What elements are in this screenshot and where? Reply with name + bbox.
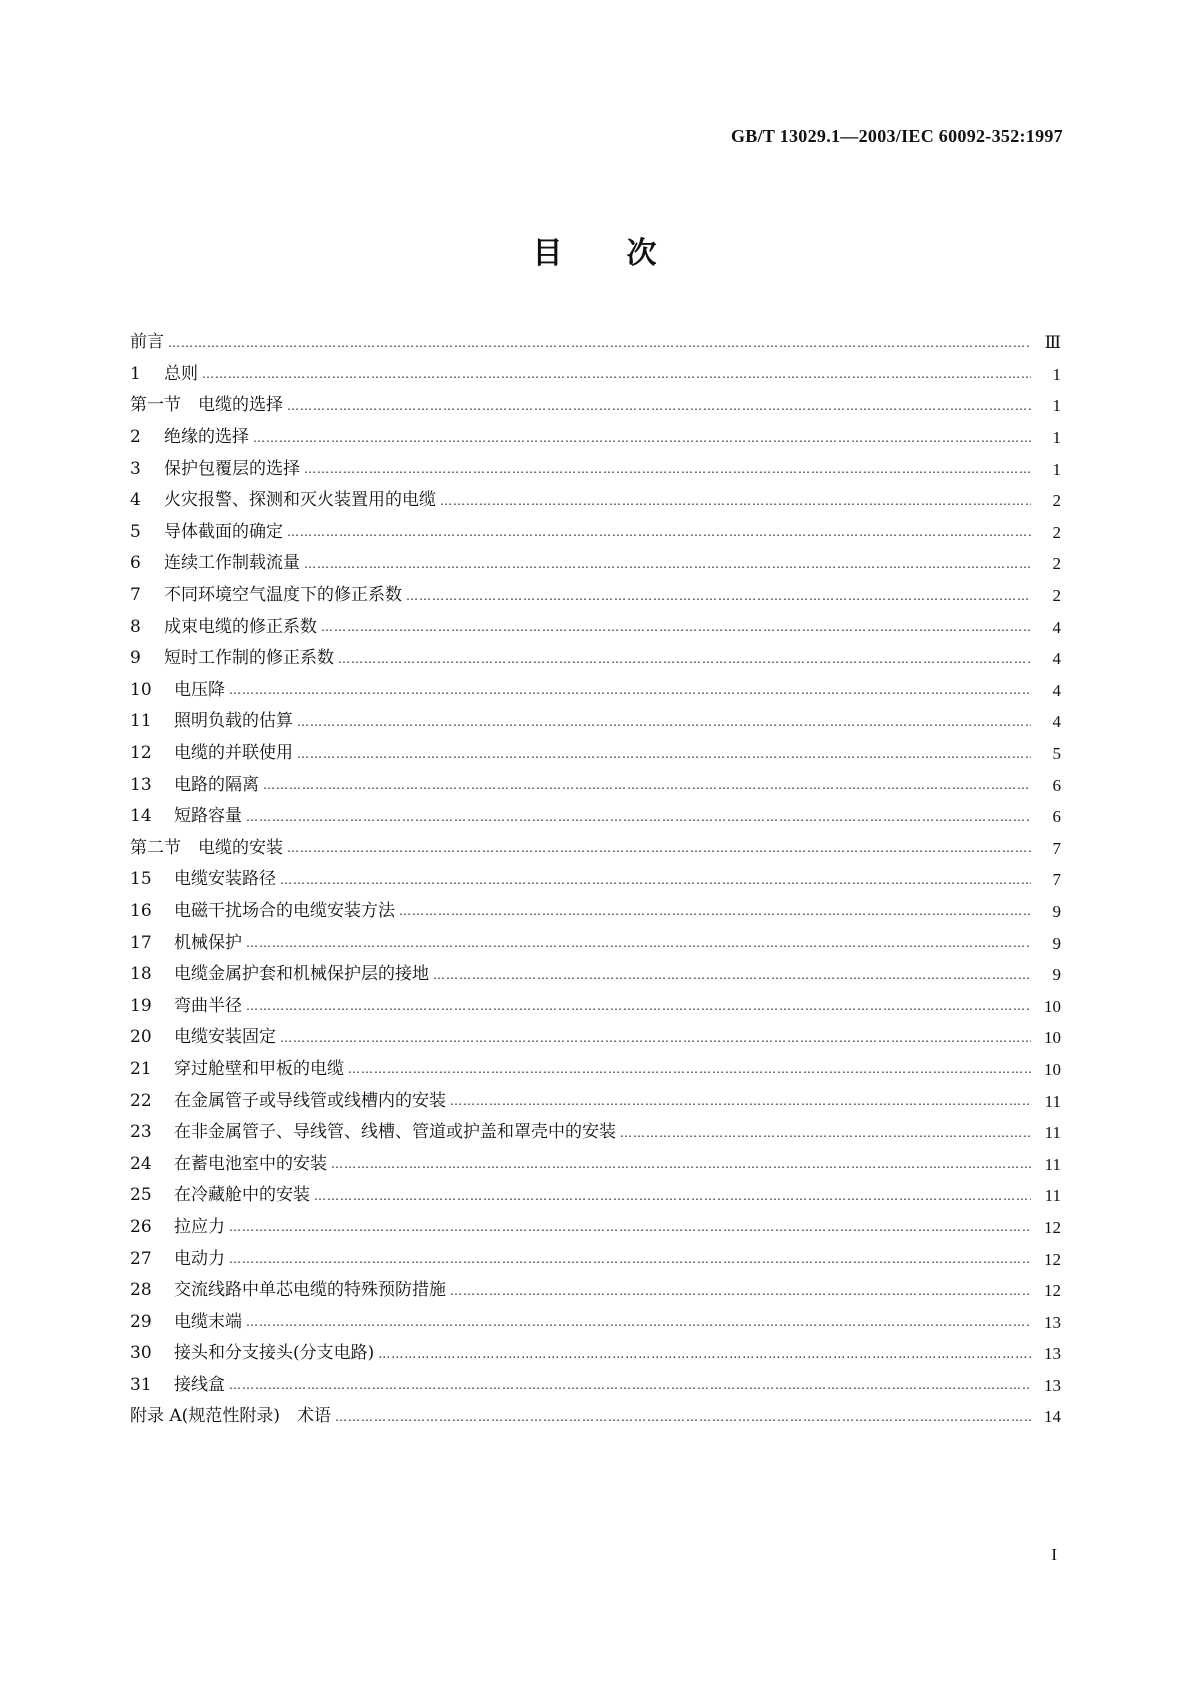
toc-leader-dots	[304, 558, 1031, 570]
toc-entry[interactable]	[130, 769, 1061, 801]
toc-entry[interactable]	[130, 738, 1061, 770]
toc-entry-number: 30	[130, 1343, 152, 1364]
toc-entry-page: 7	[1052, 870, 1061, 890]
toc-leader-dots	[229, 684, 1031, 696]
toc-entry-page: 4	[1052, 680, 1061, 700]
toc-entry[interactable]	[130, 1275, 1061, 1307]
toc-entry-label: 机械保护	[174, 932, 242, 953]
toc-entry-number: 28	[130, 1280, 152, 1301]
toc-entry[interactable]	[130, 801, 1061, 833]
toc-leader-dots	[168, 337, 1031, 349]
toc-entry-number: 27	[130, 1248, 152, 1269]
toc-leader-dots	[287, 842, 1031, 854]
toc-entry-label: 总则	[164, 363, 198, 384]
toc-entry-label: 电缆安装路径	[174, 869, 276, 890]
toc-entry-label: 照明负载的估算	[174, 711, 293, 732]
toc-entry[interactable]	[130, 517, 1061, 549]
toc-entry-number: 11	[130, 711, 152, 732]
toc-leader-dots	[399, 905, 1031, 917]
toc-entry[interactable]	[130, 990, 1061, 1022]
toc-entry-number: 14	[130, 806, 152, 827]
toc-entry[interactable]	[130, 1370, 1061, 1402]
toc-entry[interactable]	[130, 833, 1061, 865]
toc-entry-page: 9	[1052, 933, 1061, 953]
toc-entry-page: 2	[1052, 586, 1061, 606]
toc-entry-label: 连续工作制载流量	[164, 553, 300, 574]
toc-entry[interactable]	[130, 1306, 1061, 1338]
toc-entry-number: 9	[130, 648, 141, 669]
toc-entry-number: 2	[130, 427, 141, 448]
toc-leader-dots	[348, 1063, 1031, 1075]
toc-entry-label: 接头和分支接头(分支电路)	[174, 1343, 375, 1364]
toc-entry[interactable]	[130, 359, 1061, 391]
toc-entry-label: 附录 A(规范性附录) 术语	[130, 1406, 331, 1427]
toc-entry-page: 4	[1052, 712, 1061, 732]
toc-entry-page: 9	[1052, 965, 1061, 985]
toc-entry-label: 电压降	[174, 679, 225, 700]
toc-entry-page: 6	[1052, 775, 1061, 795]
toc-entry-number: 25	[130, 1185, 152, 1206]
toc-entry[interactable]	[130, 580, 1061, 612]
toc-leader-dots	[297, 748, 1031, 760]
toc-entry-label: 电缆的并联使用	[174, 743, 293, 764]
toc-entry-page: 14	[1044, 1407, 1061, 1427]
toc-entry[interactable]	[130, 1401, 1061, 1433]
toc-entry-label: 在金属管子或导线管或线槽内的安装	[174, 1090, 446, 1111]
toc-entry-page: 1	[1052, 459, 1061, 479]
toc-entry[interactable]	[130, 422, 1061, 454]
toc-leader-dots	[304, 463, 1031, 475]
toc-entry[interactable]	[130, 1054, 1061, 1086]
toc-entry[interactable]	[130, 1212, 1061, 1244]
toc-entry-number: 20	[130, 1027, 152, 1048]
toc-entry-label: 第二节 电缆的安装	[130, 837, 283, 858]
toc-entry-page: 12	[1044, 1249, 1061, 1269]
toc-entry-number: 18	[130, 964, 152, 985]
toc-entry[interactable]	[130, 485, 1061, 517]
toc-entry-number: 23	[130, 1122, 152, 1143]
toc-leader-dots	[450, 1095, 1031, 1107]
toc-entry-label: 不同环境空气温度下的修正系数	[164, 585, 402, 606]
toc-leader-dots	[287, 526, 1031, 538]
toc-entry[interactable]	[130, 896, 1061, 928]
toc-entry-page: 12	[1044, 1281, 1061, 1301]
toc-entry[interactable]	[130, 611, 1061, 643]
page-number: I	[1051, 1545, 1057, 1564]
toc-entry[interactable]	[130, 706, 1061, 738]
toc-entry-label: 成束电缆的修正系数	[164, 616, 317, 637]
toc-entry-label: 在非金属管子、导线管、线槽、管道或护盖和罩壳中的安装	[174, 1122, 616, 1143]
toc-entry-page: 11	[1044, 1186, 1061, 1206]
toc-entry-number: 22	[130, 1090, 152, 1111]
toc-leader-dots	[246, 811, 1031, 823]
toc-leader-dots	[297, 716, 1031, 728]
toc-entry-page: 2	[1052, 522, 1061, 542]
toc-entry-number: 15	[130, 869, 152, 890]
toc-entry-page: 11	[1044, 1091, 1061, 1111]
toc-entry-page: 10	[1044, 1059, 1061, 1079]
toc-leader-dots	[440, 495, 1031, 507]
toc-entry[interactable]	[130, 327, 1061, 359]
toc-leader-dots	[246, 1000, 1031, 1012]
toc-entry[interactable]	[130, 1085, 1061, 1117]
toc-entry-label: 弯曲半径	[174, 995, 242, 1016]
toc-entry[interactable]	[130, 1180, 1061, 1212]
toc-entry-number: 3	[130, 458, 141, 479]
toc-entry-page: 1	[1052, 364, 1061, 384]
toc-entry-page: 1	[1052, 428, 1061, 448]
page-title	[0, 228, 1191, 272]
toc-leader-dots	[450, 1285, 1031, 1297]
toc-leader-dots	[202, 368, 1031, 380]
toc-entry-page: 13	[1044, 1344, 1061, 1364]
toc-entry-page: 2	[1052, 491, 1061, 511]
toc-entry-number: 29	[130, 1311, 152, 1332]
toc-entry[interactable]	[130, 1243, 1061, 1275]
toc-entry-label: 绝缘的选择	[164, 427, 249, 448]
toc-entry-number: 21	[130, 1058, 152, 1079]
toc-entry-number: 24	[130, 1153, 152, 1174]
toc-entry-page: 4	[1052, 617, 1061, 637]
toc-entry-label: 短时工作制的修正系数	[164, 648, 334, 669]
toc-entry-label: 交流线路中单芯电缆的特殊预防措施	[174, 1280, 446, 1301]
toc-entry[interactable]	[130, 1148, 1061, 1180]
toc-entry-number: 17	[130, 932, 152, 953]
toc-entry-number: 8	[130, 616, 141, 637]
toc-entry-page: 13	[1044, 1312, 1061, 1332]
toc-entry-page: 4	[1052, 649, 1061, 669]
toc-entry-label: 拉应力	[174, 1216, 225, 1237]
toc-entry-number: 4	[130, 490, 141, 511]
toc-entry-label: 接线盒	[174, 1374, 225, 1395]
toc-entry-page: 2	[1052, 554, 1061, 574]
toc-leader-dots	[331, 1158, 1031, 1170]
toc-entry-label: 在蓄电池室中的安装	[174, 1153, 327, 1174]
toc-entry-page: 11	[1044, 1154, 1061, 1174]
toc-entry-number: 19	[130, 995, 152, 1016]
toc-entry-number: 7	[130, 585, 141, 606]
toc-entry-label: 在冷藏舱中的安装	[174, 1185, 310, 1206]
toc-entry-number: 16	[130, 900, 152, 921]
toc-leader-dots	[433, 969, 1031, 981]
toc-entry-page: 10	[1044, 1028, 1061, 1048]
toc-entry[interactable]	[130, 1022, 1061, 1054]
toc-leader-dots	[406, 590, 1031, 602]
toc-entry-number: 1	[130, 363, 141, 384]
toc-entry-label: 前言	[130, 332, 164, 353]
toc-entry-page: 13	[1044, 1375, 1061, 1395]
toc-leader-dots	[229, 1253, 1031, 1265]
title-char-1: 目	[532, 236, 565, 271]
toc-entry-page: 1	[1052, 396, 1061, 416]
standard-number: GB/T 13029.1—2003/IEC 60092-352:1997	[731, 126, 1063, 146]
toc-entry-label: 穿过舱壁和甲板的电缆	[174, 1058, 344, 1079]
toc-leader-dots	[314, 1190, 1031, 1202]
toc-entry[interactable]	[130, 390, 1061, 422]
table-of-contents	[130, 327, 1061, 1433]
toc-entry[interactable]	[130, 1117, 1061, 1149]
toc-entry[interactable]	[130, 927, 1061, 959]
toc-entry-page: 12	[1044, 1217, 1061, 1237]
toc-leader-dots	[263, 779, 1031, 791]
toc-leader-dots	[246, 937, 1031, 949]
toc-entry-number: 6	[130, 553, 141, 574]
toc-entry-page: 7	[1052, 838, 1061, 858]
toc-entry-page: Ⅲ	[1044, 333, 1061, 353]
toc-leader-dots	[246, 1316, 1031, 1328]
toc-leader-dots	[335, 1411, 1031, 1423]
toc-entry-page: 11	[1044, 1123, 1061, 1143]
toc-entry-page: 10	[1044, 996, 1061, 1016]
toc-entry-label: 火灾报警、探测和灭火装置用的电缆	[164, 490, 436, 511]
toc-entry-label: 电缆安装固定	[174, 1027, 276, 1048]
toc-entry[interactable]	[130, 959, 1061, 991]
toc-entry-label: 导体截面的确定	[164, 521, 283, 542]
toc-leader-dots	[280, 1032, 1031, 1044]
toc-entry-number: 26	[130, 1216, 152, 1237]
title-char-2: 次	[626, 236, 659, 271]
toc-leader-dots	[229, 1379, 1031, 1391]
toc-entry-label: 电缆金属护套和机械保护层的接地	[174, 964, 429, 985]
toc-entry-number: 10	[130, 679, 152, 700]
toc-leader-dots	[253, 432, 1031, 444]
toc-entry-label: 短路容量	[174, 806, 242, 827]
toc-entry[interactable]	[130, 453, 1061, 485]
toc-leader-dots	[338, 653, 1031, 665]
toc-entry[interactable]	[130, 548, 1061, 580]
toc-entry-label: 保护包覆层的选择	[164, 458, 300, 479]
toc-entry[interactable]	[130, 643, 1061, 675]
toc-entry-number: 31	[130, 1374, 152, 1395]
toc-leader-dots	[287, 400, 1031, 412]
toc-leader-dots	[378, 1348, 1031, 1360]
toc-entry[interactable]	[130, 1338, 1061, 1370]
toc-leader-dots	[229, 1221, 1031, 1233]
toc-entry-label: 第一节 电缆的选择	[130, 395, 283, 416]
toc-entry-page: 9	[1052, 901, 1061, 921]
toc-entry-number: 13	[130, 774, 152, 795]
toc-entry-page: 5	[1052, 744, 1061, 764]
toc-leader-dots	[620, 1127, 1031, 1139]
toc-entry-number: 12	[130, 743, 152, 764]
toc-leader-dots	[280, 874, 1031, 886]
toc-entry-page: 6	[1052, 807, 1061, 827]
toc-entry-number: 5	[130, 521, 141, 542]
toc-entry[interactable]	[130, 864, 1061, 896]
toc-leader-dots	[321, 621, 1031, 633]
toc-entry-label: 电缆末端	[174, 1311, 242, 1332]
toc-entry-label: 电动力	[174, 1248, 225, 1269]
toc-entry-label: 电磁干扰场合的电缆安装方法	[174, 900, 395, 921]
toc-entry[interactable]	[130, 675, 1061, 707]
toc-entry-label: 电路的隔离	[174, 774, 259, 795]
